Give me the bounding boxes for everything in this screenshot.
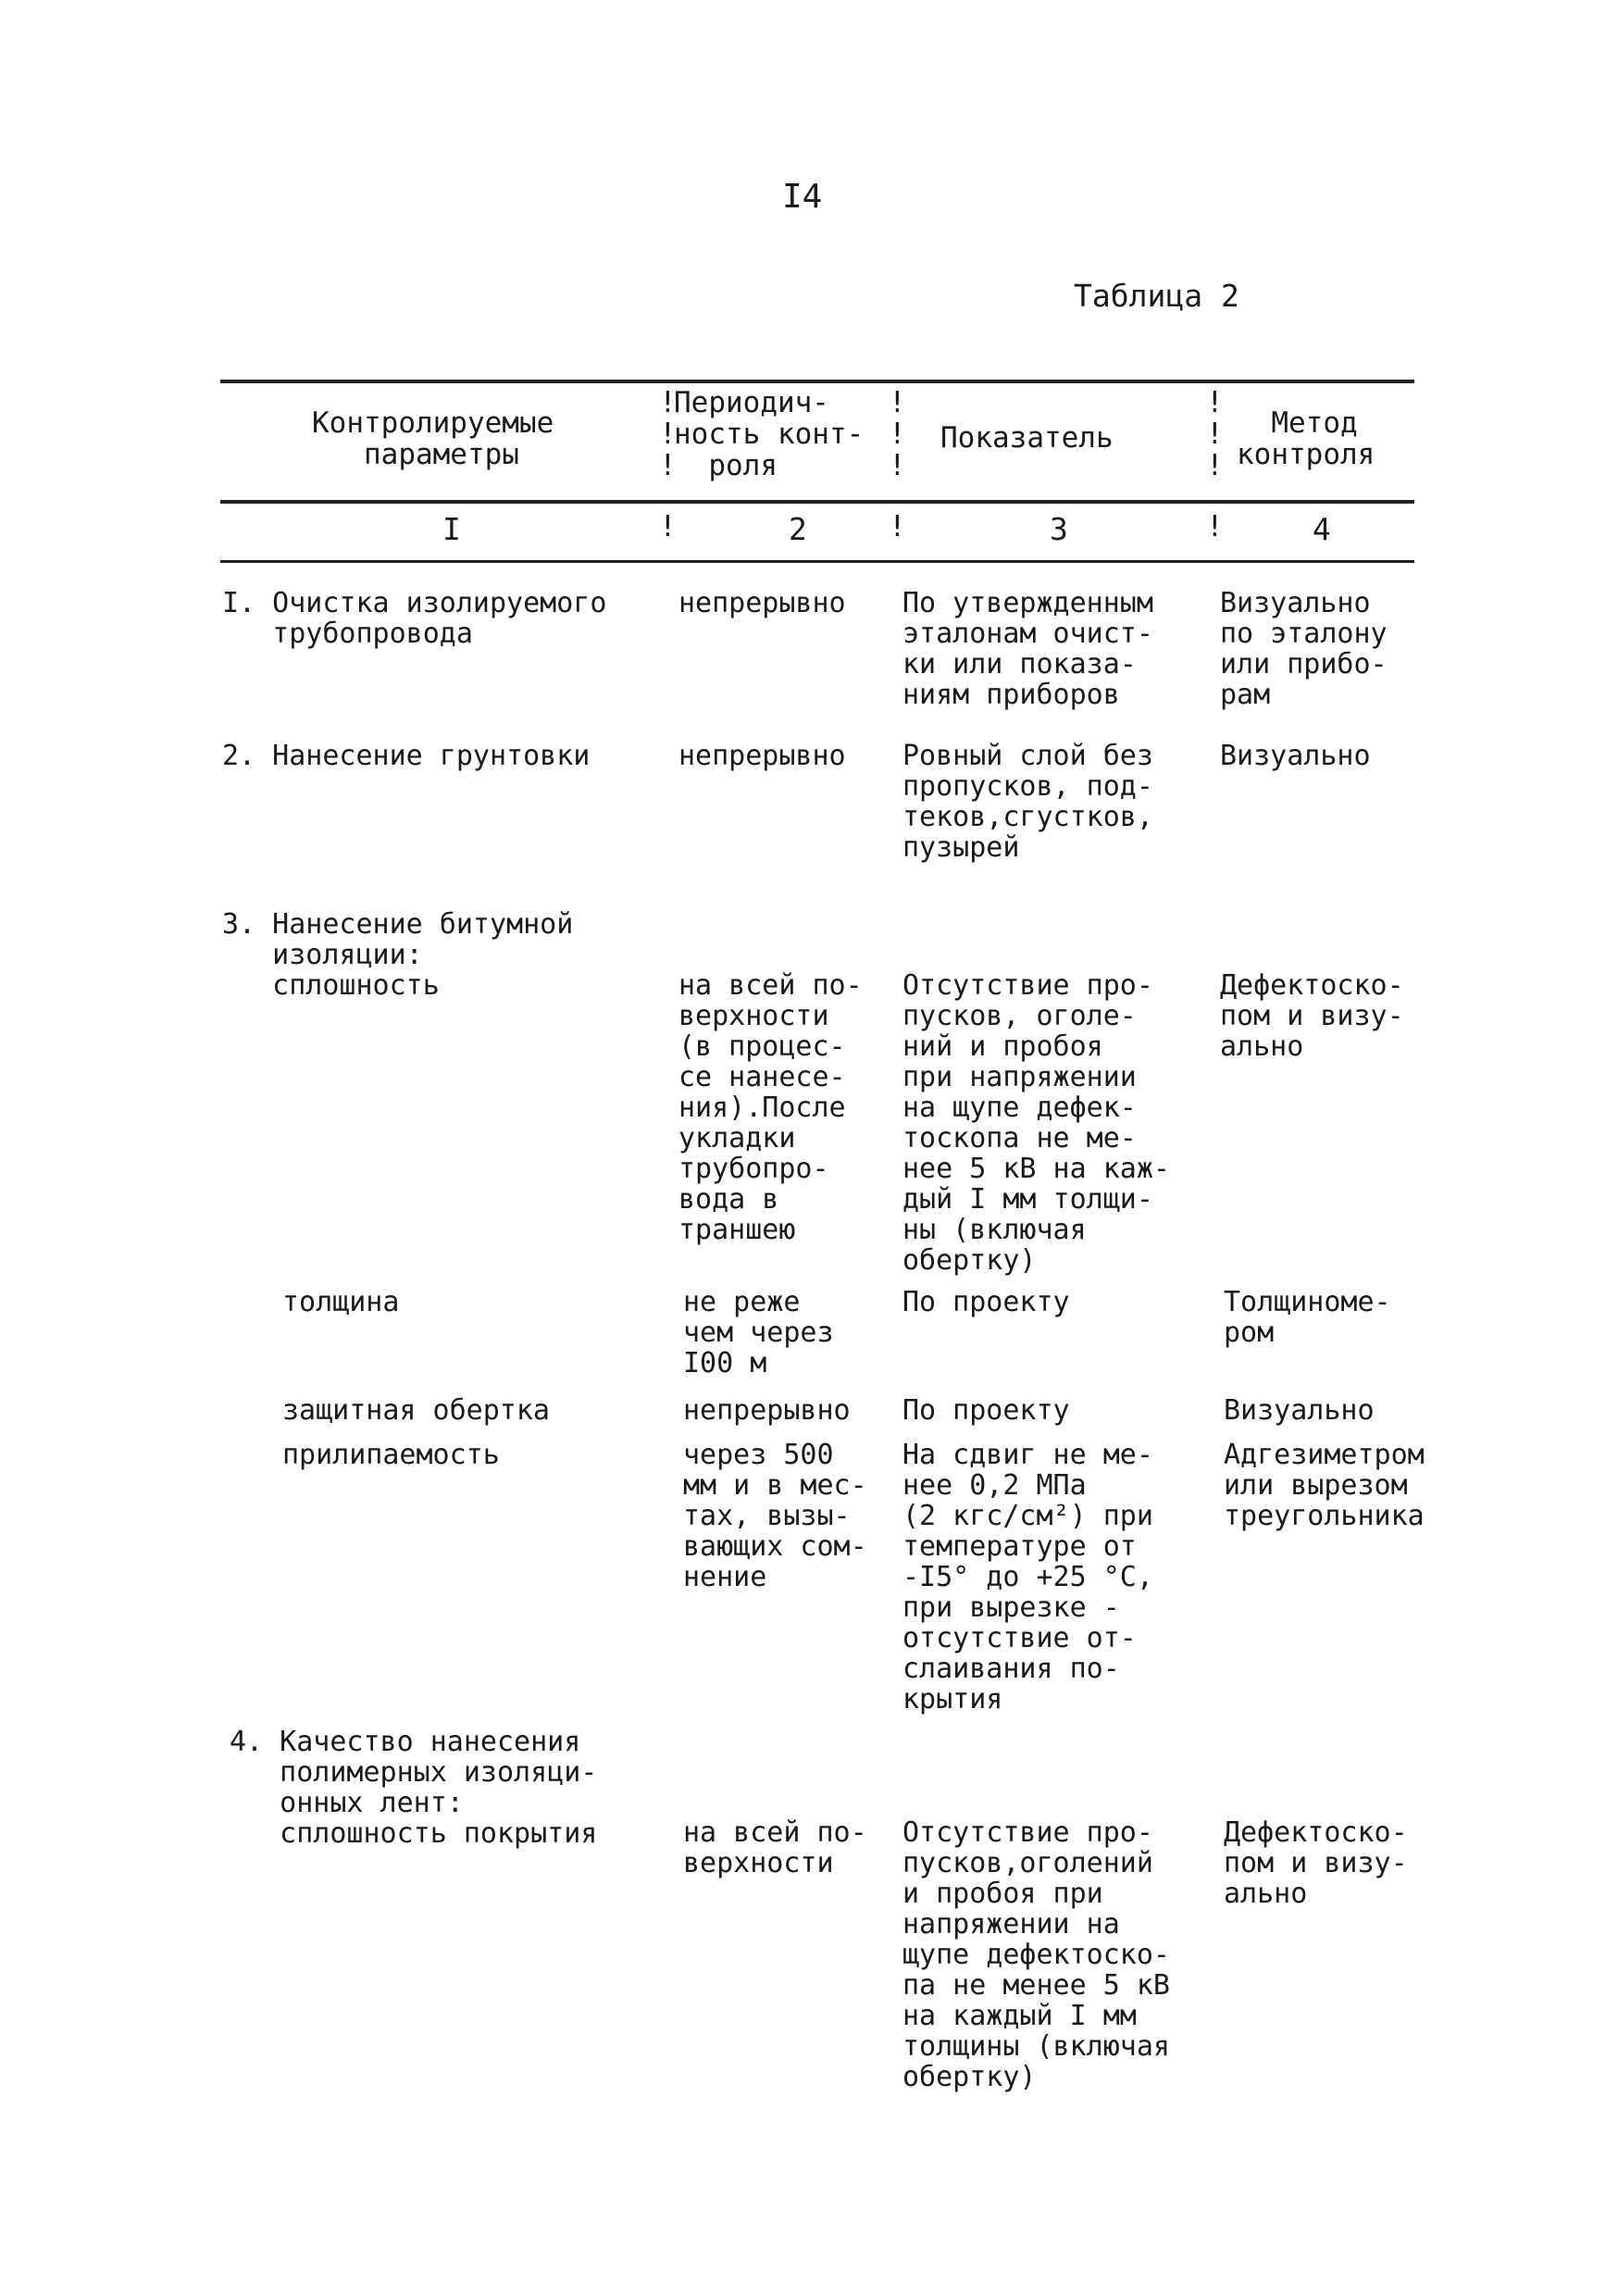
row-3-periodicity: на всей по- верхности (в процес- се нанесе- ния).После укладки трубопро- вода в траншею bbox=[678, 969, 863, 1246]
row-5-indicator: По проекту bbox=[902, 1394, 1070, 1427]
row-3-parameter: 3. Нанесение битумной изоляции: сплошность bbox=[222, 908, 574, 1002]
header-col4: Метод контроля bbox=[1237, 406, 1375, 471]
header-separator: ! bbox=[1206, 418, 1224, 451]
row-7-method: Дефектоско- пом и визу- ально bbox=[1224, 1816, 1408, 1910]
row-1-periodicity: непрерывно bbox=[678, 587, 846, 619]
table-top-rule bbox=[220, 380, 1414, 383]
row-2-indicator: Ровный слой без пропусков, под- теков,сгустков, пузырей bbox=[902, 740, 1153, 864]
row-5-periodicity: непрерывно bbox=[683, 1394, 851, 1427]
header-bottom-rule bbox=[220, 500, 1414, 504]
column-number-1: I bbox=[442, 511, 461, 547]
row-6-indicator: На сдвиг не ме- нее 0,2 МПа (2 кгс/см²) при температуре от -I5° до +25 °С, при вырезке - отсутствие от- слаивания по- крытия bbox=[902, 1439, 1153, 1716]
table-title: Таблица 2 bbox=[1074, 278, 1239, 314]
row-7-parameter: 4. Качество нанесения полимерных изоляци- онных лент: сплошность покрытия bbox=[230, 1726, 598, 1850]
row-1-parameter: I. Очистка изолируемого трубопровода bbox=[222, 587, 607, 650]
header-separator: ! bbox=[889, 449, 906, 482]
colnum-separator: ! bbox=[1206, 510, 1224, 543]
row-6-periodicity: через 500 мм и в мес- тах, вызы- вающих сом- нение bbox=[683, 1439, 867, 1593]
header-col2: Периодич- ность конт- роля bbox=[674, 386, 865, 482]
row-4-parameter: толщина bbox=[282, 1286, 400, 1318]
header-col3: Показатель bbox=[940, 421, 1114, 455]
column-numbers-bottom-rule bbox=[220, 560, 1414, 563]
header-separator: ! bbox=[1206, 449, 1224, 482]
colnum-separator: ! bbox=[659, 510, 677, 543]
row-7-periodicity: на всей по- верхности bbox=[683, 1816, 867, 1879]
column-number-3: 3 bbox=[1050, 511, 1068, 547]
column-number-4: 4 bbox=[1313, 511, 1331, 547]
header-separator: ! bbox=[659, 418, 677, 451]
header-separator: ! bbox=[659, 386, 677, 419]
header-separator: ! bbox=[889, 386, 906, 419]
header-col1: Контролируемые параметры bbox=[312, 406, 554, 471]
page-number: I4 bbox=[782, 178, 823, 216]
row-1-method: Визуально по эталону или прибо- рам bbox=[1220, 587, 1388, 711]
row-1-indicator: По утвержденным эталонам очист- ки или показа- ниям приборов bbox=[902, 587, 1153, 711]
row-2-method: Визуально bbox=[1220, 740, 1371, 772]
row-6-method: Адгезиметром или вырезом треугольника bbox=[1224, 1439, 1425, 1532]
row-4-indicator: По проекту bbox=[902, 1286, 1070, 1318]
row-3-indicator: Отсутствие про- пусков, оголе- ний и пробоя при напряжении на щупе дефек- тоскопа не ме- нее 5 кВ на каж- дый I мм толщи- ны (включая обертку) bbox=[902, 969, 1170, 1277]
row-5-parameter: защитная обертка bbox=[282, 1394, 550, 1427]
row-2-parameter: 2. Нанесение грунтовки bbox=[222, 740, 591, 772]
row-5-method: Визуально bbox=[1224, 1394, 1375, 1427]
row-3-method: Дефектоско- пом и визу- ально bbox=[1220, 969, 1404, 1063]
row-4-method: Толщиноме- ром bbox=[1224, 1286, 1391, 1349]
colnum-separator: ! bbox=[889, 510, 906, 543]
row-6-parameter: прилипаемость bbox=[282, 1439, 500, 1471]
header-separator: ! bbox=[889, 418, 906, 451]
header-separator: ! bbox=[659, 449, 677, 482]
column-number-2: 2 bbox=[789, 511, 807, 547]
row-7-indicator: Отсутствие про- пусков,оголений и пробоя при напряжении на щупе дефектоско- па не менее 5 кВ на каждый I мм толщины (включая обертку) bbox=[902, 1816, 1170, 2093]
header-separator: ! bbox=[1206, 386, 1224, 419]
row-2-periodicity: непрерывно bbox=[678, 740, 846, 772]
row-4-periodicity: не реже чем через I00 м bbox=[683, 1286, 834, 1379]
